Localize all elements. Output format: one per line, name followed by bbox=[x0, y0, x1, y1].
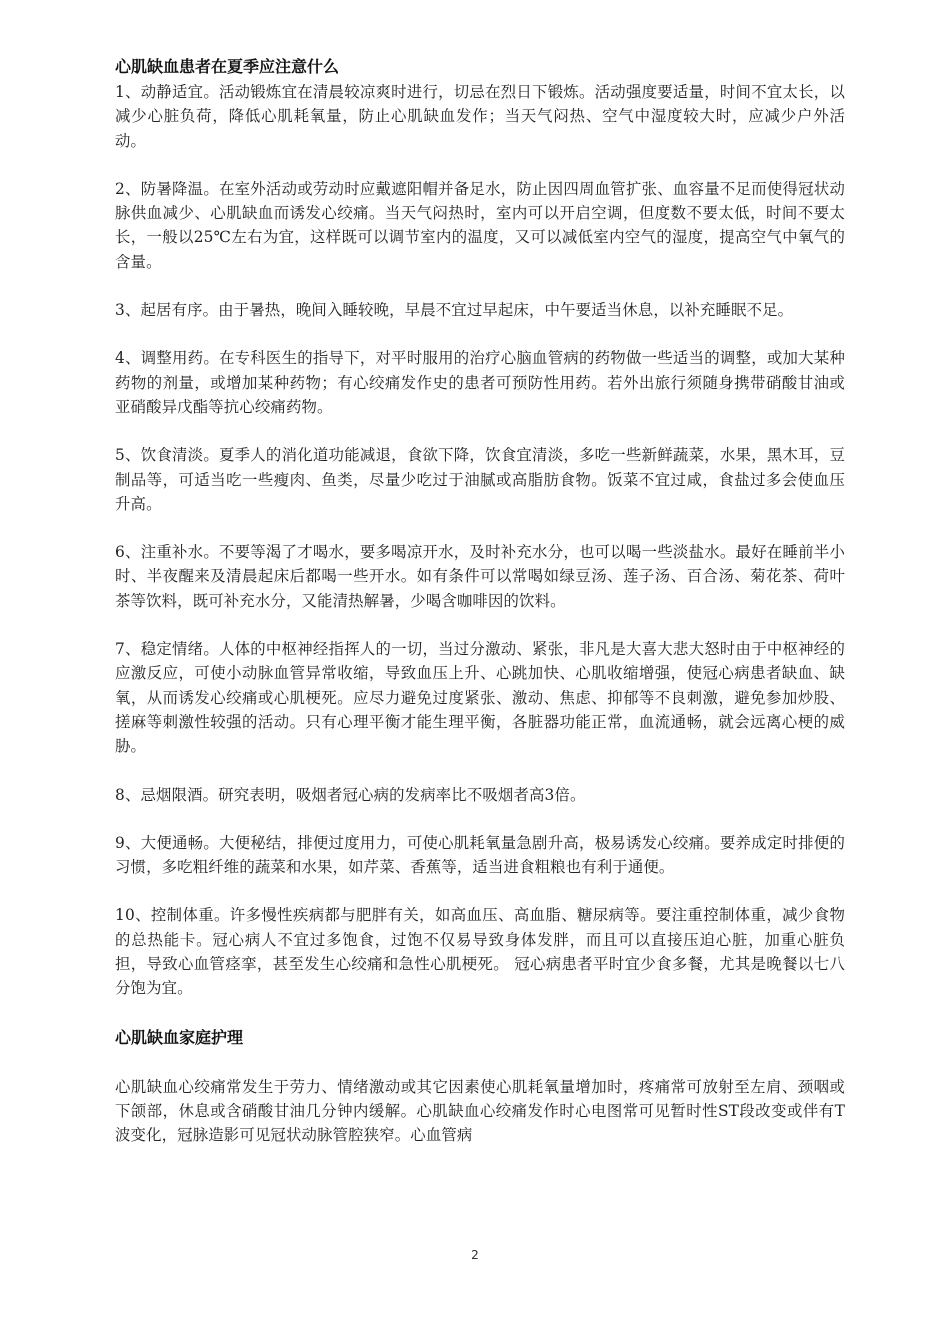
page-number: 2 bbox=[471, 1248, 479, 1262]
document-body bbox=[115, 54, 845, 1148]
paragraph-8: 8、忌烟限酒。研究表明，吸烟者冠心病的发病率比不吸烟者高3倍。 bbox=[115, 785, 586, 804]
paragraph-6: 6、注重补水。不要等渴了才喝水，要多喝凉开水，及时补充水分，也可以喝一些淡盐水。最好在睡前半小时、半夜醒来及清晨起床后都喝一些开水。如有条件可以常喝如绿豆汤、莲子汤、百合汤、菊花茶、荷叶茶等饮料，既可补充水分，又能清热解暑，少喝含咖啡因的饮料。 bbox=[115, 543, 845, 610]
paragraph-2: 2、防暑降温。在室外活动或劳动时应戴遮阳帽并备足水，防止因四周血管扩张、血容量不足而使得冠状动脉供血减少、心肌缺血而诱发心绞痛。当天气闷热时，室内可以开启空调，但度数不要太低，时间不要太长，一般以25℃左右为宜，这样既可以调节室内的温度，又可以减低室内空气的湿度，提高空气中氧气的含量。 bbox=[115, 179, 845, 271]
paragraph-10: 10、控制体重。许多慢性疾病都与肥胖有关，如高血压、高血脂、糖尿病等。要注重控制体重，减少食物的总热能卡。冠心病人不宜过多饱食，过饱不仅易导致身体发胖，而且可以直接压迫心脏，加重心脏负担，导致心血管痉挛，甚至发生心绞痛和急性心肌梗死。 冠心病患者平时宜少食多餐，尤其是晚餐以七八分饱为宜。 bbox=[115, 906, 845, 998]
paragraph-home-care: 心肌缺血心绞痛常发生于劳力、情绪激动或其它因素使心肌耗氧量增加时，疼痛常可放射至左肩、颈咽或下颌部，休息或含硝酸甘油几分钟内缓解。心肌缺血心绞痛发作时心电图常可见暂时性ST段改变或伴有T波变化，冠脉造影可见冠状动脉管腔狭窄。心血管病 bbox=[115, 1077, 845, 1145]
paragraph-3: 3、起居有序。由于暑热，晚间入睡较晚，早晨不宜过早起床，中午要适当休息，以补充睡眠不足。 bbox=[115, 301, 794, 320]
paragraph-7: 7、稳定情绪。人体的中枢神经指挥人的一切，当过分激动、紧张，非凡是大喜大悲大怒时由于中枢神经的应激反应，可使小动脉血管异常收缩，导致血压上升、心跳加快、心肌收缩增强，使冠心病患者缺血、缺氧，从而诱发心绞痛或心肌梗死。应尽力避免过度紧张、激动、焦虑、抑郁等不良刺激，避免参加炒股、搓麻等刺激性较强的活动。只有心理平衡才能生理平衡，各脏器功能正常，血流通畅，就会远离心梗的威胁。 bbox=[115, 640, 845, 756]
paragraph-5: 5、饮食清淡。夏季人的消化道功能减退，食欲下降，饮食宜清淡，多吃一些新鲜蔬菜，水果，黑木耳，豆制品等，可适当吃一些瘦肉、鱼类，尽量少吃过于油腻或高脂肪食物。饭菜不宜过咸，食盐过多会使血压升高。 bbox=[115, 446, 845, 513]
section-title-home-care: 心肌缺血家庭护理 bbox=[115, 1027, 244, 1047]
paragraph-1: 1、动静适宜。活动锻炼宜在清晨较凉爽时进行，切忌在烈日下锻炼。活动强度要适量，时间不宜太长，以减少心脏负荷，降低心肌耗氧量，防止心肌缺血发作；当天气闷热、空气中湿度较大时，应减少户外活动。 bbox=[115, 83, 845, 150]
section-title-summer-care: 心肌缺血患者在夏季应注意什么 bbox=[115, 57, 340, 76]
paragraph-9: 9、大便通畅。大便秘结，排便过度用力，可使心肌耗氧量急剧升高，极易诱发心绞痛。要养成定时排便的习惯，多吃粗纤维的蔬菜和水果，如芹菜、香蕉等，适当进食粗粮也有利于通便。 bbox=[115, 833, 845, 877]
paragraph-4: 4、调整用药。在专科医生的指导下，对平时服用的治疗心脑血管病的药物做一些适当的调整，或加大某种药物的剂量，或增加某种药物；有心绞痛发作史的患者可预防性用药。若外出旅行须随身携带硝酸甘油或亚硝酸异戊酯等抗心绞痛药物。 bbox=[115, 349, 845, 416]
